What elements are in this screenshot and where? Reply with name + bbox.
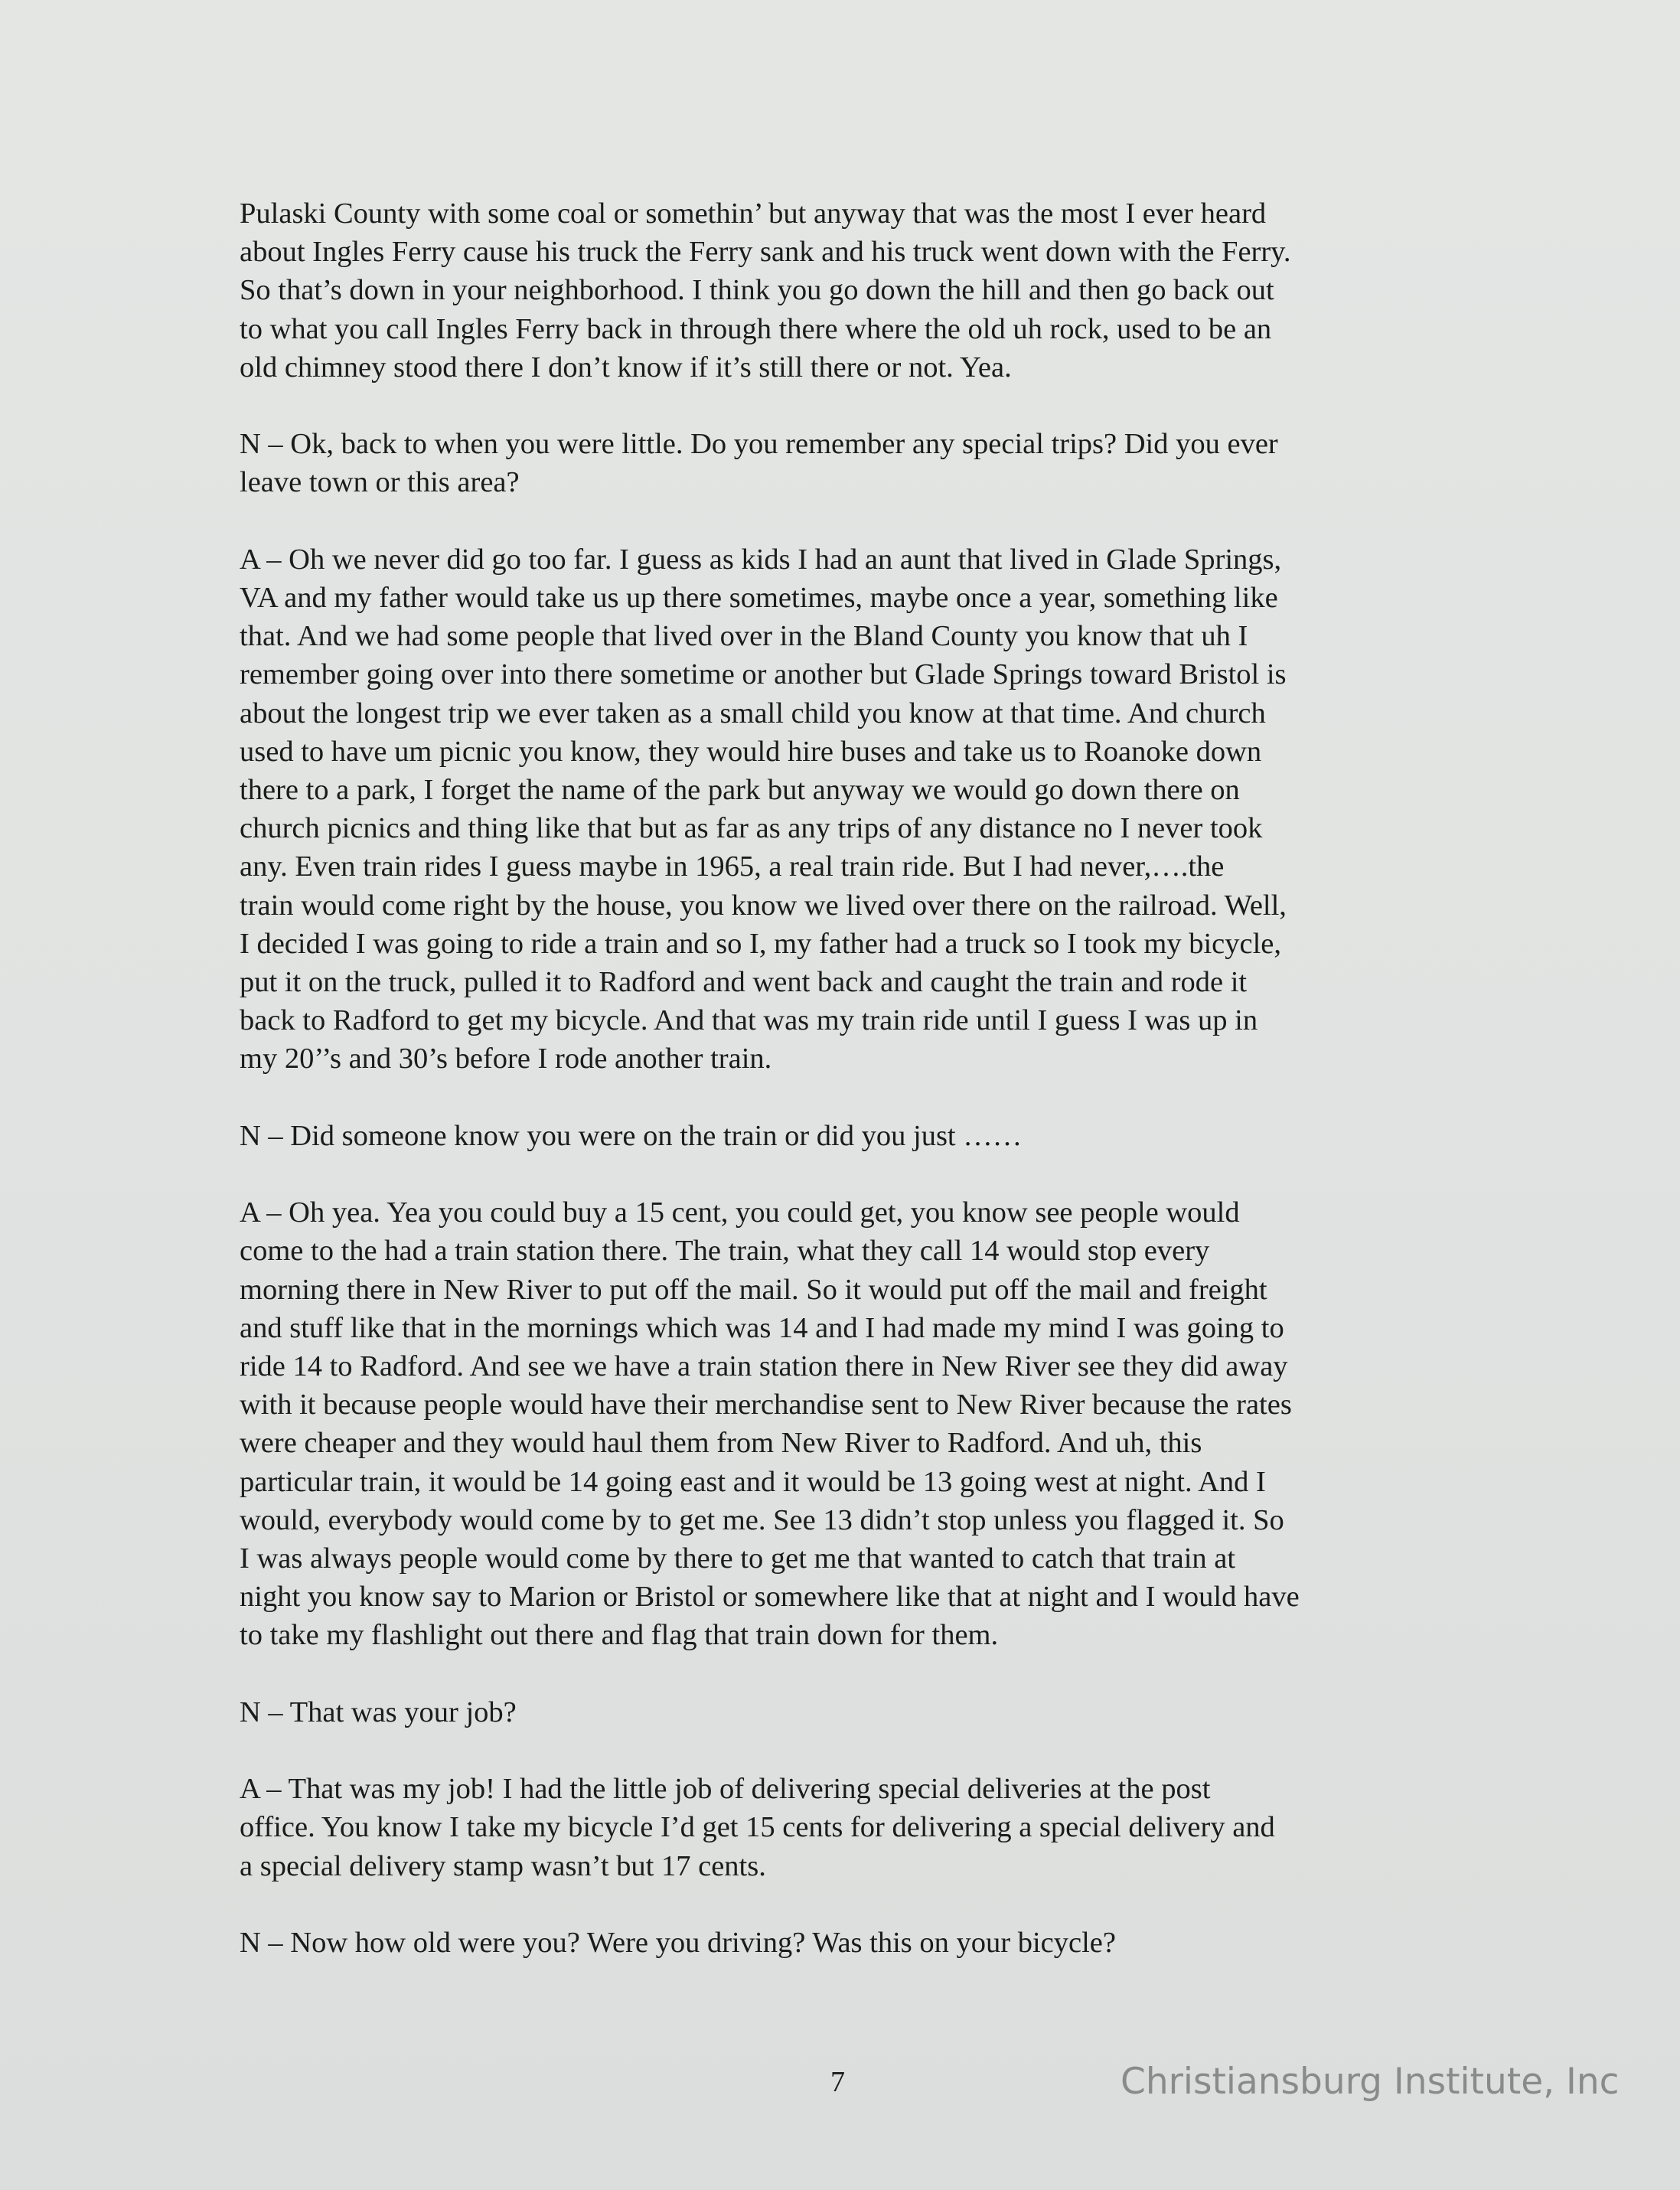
page-number: 7 [830, 2066, 845, 2098]
transcript-line: N – Did someone know you were on the train or did you just …… [240, 1119, 1023, 1152]
transcript-paragraph [240, 1193, 1445, 1654]
transcript-line: come to the had a train station there. The train, what they call 14 would stop every [240, 1235, 1210, 1268]
transcript-line: about Ingles Ferry cause his truck the Ferry sank and his truck went down with the Ferry. [240, 236, 1291, 269]
transcript-line: church picnics and thing like that but as far as any trips of any distance no I never took [240, 812, 1263, 845]
transcript-line: my 20’’s and 30’s before I rode another train. [240, 1043, 772, 1075]
transcript-paragraph [240, 1770, 1445, 1885]
transcript-paragraph [240, 1924, 1445, 1962]
watermark: Christiansburg Institute, Inc [1121, 2061, 1620, 2103]
transcript-line: used to have um picnic you know, they would hire buses and take us to Roanoke down [240, 735, 1262, 768]
transcript-paragraph [240, 1693, 1445, 1731]
transcript-line: VA and my father would take us up there sometimes, maybe once a year, something like [240, 582, 1278, 614]
transcript-line: back to Radford to get my bicycle. And that was my train ride until I guess I was up in [240, 1004, 1258, 1037]
transcript-line: I was always people would come by there to get me that wanted to catch that train at [240, 1542, 1236, 1575]
transcript-line: night you know say to Marion or Bristol or somewhere like that at night and I would have [240, 1581, 1300, 1614]
transcript-line: leave town or this area? [240, 466, 520, 499]
transcript-line: office. You know I take my bicycle I’d get 15 cents for delivering a special delivery and [240, 1811, 1275, 1844]
transcript-body [240, 194, 1445, 2000]
transcript-line: Pulaski County with some coal or somethin’ but anyway that was the most I ever heard [240, 197, 1267, 230]
transcript-line: A – Oh we never did go too far. I guess as kids I had an aunt that lived in Glade Springs, [240, 543, 1282, 576]
transcript-line: N – Now how old were you? Were you driving? Was this on your bicycle? [240, 1927, 1116, 1960]
transcript-line: with it because people would have their merchandise sent to New River because the rates [240, 1389, 1292, 1421]
transcript-line: and stuff like that in the mornings which was 14 and I had made my mind I was going to [240, 1311, 1284, 1344]
transcript-line: any. Even train rides I guess maybe in 1965, a real train ride. But I had never,….the [240, 850, 1225, 883]
transcript-line: train would come right by the house, you know we lived over there on the railroad. Well, [240, 889, 1287, 922]
transcript-line: put it on the truck, pulled it to Radford and went back and caught the train and rode it [240, 966, 1248, 999]
transcript-paragraph [240, 540, 1445, 1079]
transcript-line: there to a park, I forget the name of the park but anyway we would go down there on [240, 774, 1240, 807]
transcript-line: about the longest trip we ever taken as a small child you know at that time. And church [240, 697, 1266, 729]
transcript-line: particular train, it would be 14 going east and it would be 13 going west at night. And I [240, 1465, 1266, 1498]
transcript-paragraph [240, 194, 1445, 387]
transcript-line: a special delivery stamp wasn’t but 17 cents. [240, 1849, 766, 1882]
transcript-line: N – Ok, back to when you were little. Do you remember any special trips? Did you ever [240, 428, 1278, 461]
transcript-line: ride 14 to Radford. And see we have a train station there in New River see they did away [240, 1350, 1288, 1383]
transcript-line: to what you call Ingles Ferry back in through there where the old uh rock, used to be an [240, 312, 1272, 345]
transcript-paragraph [240, 425, 1445, 501]
transcript-line: remember going over into there sometime or another but Glade Springs toward Bristol is [240, 658, 1287, 691]
transcript-paragraph [240, 1117, 1445, 1155]
transcript-line: N – That was your job? [240, 1696, 517, 1728]
transcript-line: that. And we had some people that lived over in the Bland County you know that uh I [240, 620, 1248, 653]
transcript-line: I decided I was going to ride a train and so I, my father had a truck so I took my bicycle, [240, 927, 1281, 960]
transcript-line: old chimney stood there I don’t know if it’s still there or not. Yea. [240, 351, 1012, 383]
transcript-line: morning there in New River to put off the mail. So it would put off the mail and freight [240, 1273, 1267, 1306]
transcript-line: A – Oh yea. Yea you could buy a 15 cent, you could get, you know see people would [240, 1196, 1240, 1229]
transcript-line: would, everybody would come by to get me. See 13 didn’t stop unless you flagged it. So [240, 1503, 1284, 1536]
transcript-line: So that’s down in your neighborhood. I think you go down the hill and then go back out [240, 274, 1274, 307]
transcript-line: A – That was my job! I had the little job of delivering special deliveries at the post [240, 1773, 1211, 1806]
transcript-line: were cheaper and they would haul them from New River to Radford. And uh, this [240, 1427, 1202, 1460]
transcript-line: to take my flashlight out there and flag that train down for them. [240, 1619, 999, 1652]
